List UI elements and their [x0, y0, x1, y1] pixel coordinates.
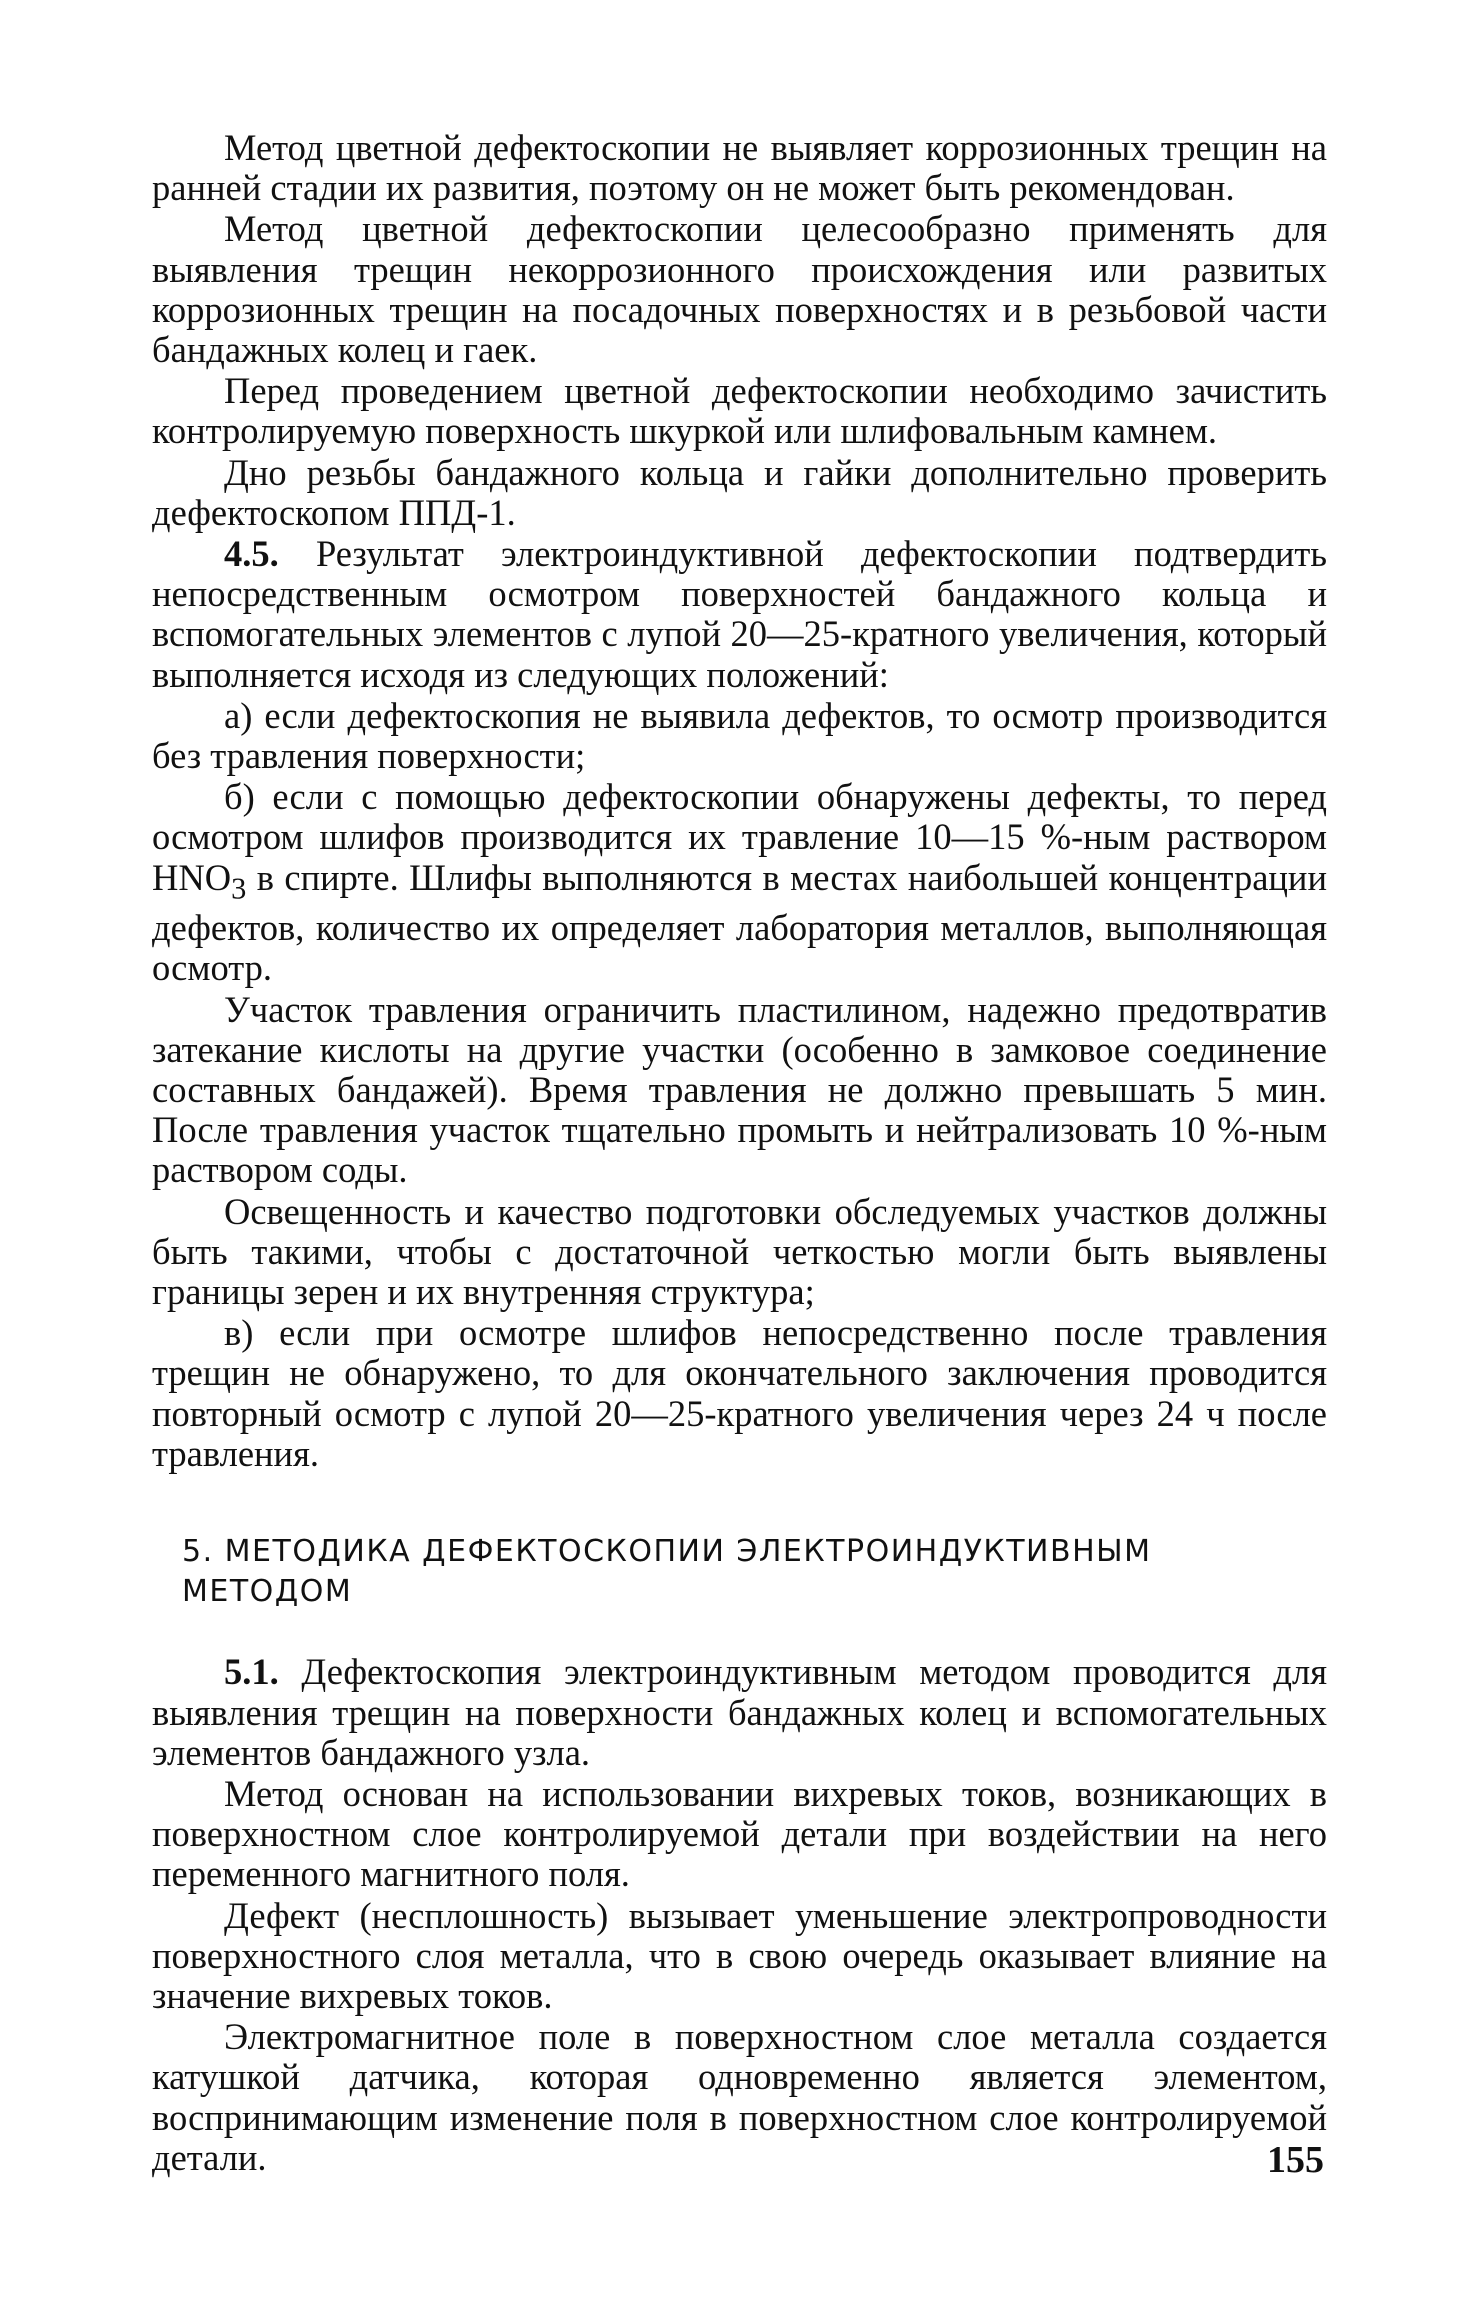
section-heading: 5. МЕТОДИКА ДЕФЕКТОСКОПИИ ЭЛЕКТРОИНДУКТИВНЫМ МЕТОДОМ — [182, 1534, 1152, 1610]
paragraph: Метод цветной дефектоскопии целесообразно применять для выявления трещин некоррозионного происхождения или развитых коррозионных трещин на посадочных поверхностях и в резьбовой части бандажных колец и гаек. — [152, 208, 1327, 371]
list-item-b — [152, 777, 1327, 988]
list-item-b-text: б) если с помощью дефектоскопии обнаружены дефекты, то перед осмотром шлифов производится их травление 10—15 %-ным раствором HNO — [152, 776, 1327, 898]
list-item-c: в) если при осмотре шлифов непосредственно после травления трещин не обнаружено, то для окончательного заключения проводится повторный осмотр с лупой 20—25-кратного увеличения через 24 ч после травления. — [152, 1312, 1327, 1474]
paragraph: Метод основан на использовании вихревых токов, возникающих в поверхностном слое контролируемой детали при воздействии на него переменного магнитного поля. — [152, 1773, 1327, 1895]
item-4-5 — [152, 534, 1327, 695]
paragraph: Метод цветной дефектоскопии не выявляет коррозионных трещин на ранней стадии их развития, поэтому он не может быть рекомендован. — [152, 127, 1327, 209]
paragraph: Дно резьбы бандажного кольца и гайки дополнительно проверить дефектоскопом ППД-1. — [152, 451, 1327, 533]
paragraph: Участок травления ограничить пластилином, надежно предотвратив затекание кислоты на другие участки (особенно в замковое соединение составных бандажей). Время травления не должно превышать 5 мин. После травления участок тщательно промыть и нейтрализовать 10 %-ным раствором соды. — [152, 988, 1327, 1191]
item-text: Дефектоскопия электроиндуктивным методом проводится для выявления трещин на поверхности бандажных колец и вспомогательных элементов бандажного узла. — [152, 1651, 1327, 1773]
chemical-subscript: 3 — [231, 870, 247, 905]
paragraph: Электромагнитное поле в поверхностном слое металла создается катушкой датчика, которая одновременно является элементом, воспринимающим изменение поля в поверхностном слое контролируемой детали. — [152, 2016, 1327, 2178]
item-number: 4.5. — [224, 533, 279, 575]
page-body — [152, 128, 1327, 2179]
page-number: 155 — [1267, 2139, 1324, 2181]
list-item-b-text-after: в спирте. Шлифы выполняются в местах наибольшей концентрации дефектов, количество их определяет лаборатория металлов, выполняющая осмотр. — [152, 856, 1327, 989]
paragraph: Освещенность и качество подготовки обследуемых участков должны быть такими, чтобы с достаточной четкостью могли быть выявлены границы зерен и их внутренняя структура; — [152, 1190, 1327, 1312]
item-5-1 — [152, 1652, 1327, 1773]
list-item-a: а) если дефектоскопия не выявила дефектов, то осмотр производится без травления поверхности; — [152, 694, 1327, 777]
item-number: 5.1. — [224, 1651, 279, 1693]
item-text: Результат электроиндуктивной дефектоскопии подтвердить непосредственным осмотром поверхностей бандажного кольца и вспомогательных элементов с лупой 20—25-кратного увеличения, который выполняется исходя из следующих положений: — [152, 533, 1328, 695]
paragraph: Перед проведением цветной дефектоскопии необходимо зачистить контролируемую поверхность шкуркой или шлифовальным камнем. — [152, 370, 1327, 452]
paragraph: Дефект (несплошность) вызывает уменьшение электропроводности поверхностного слоя металла, что в свою очередь оказывает влияние на значение вихревых токов. — [152, 1894, 1327, 2017]
